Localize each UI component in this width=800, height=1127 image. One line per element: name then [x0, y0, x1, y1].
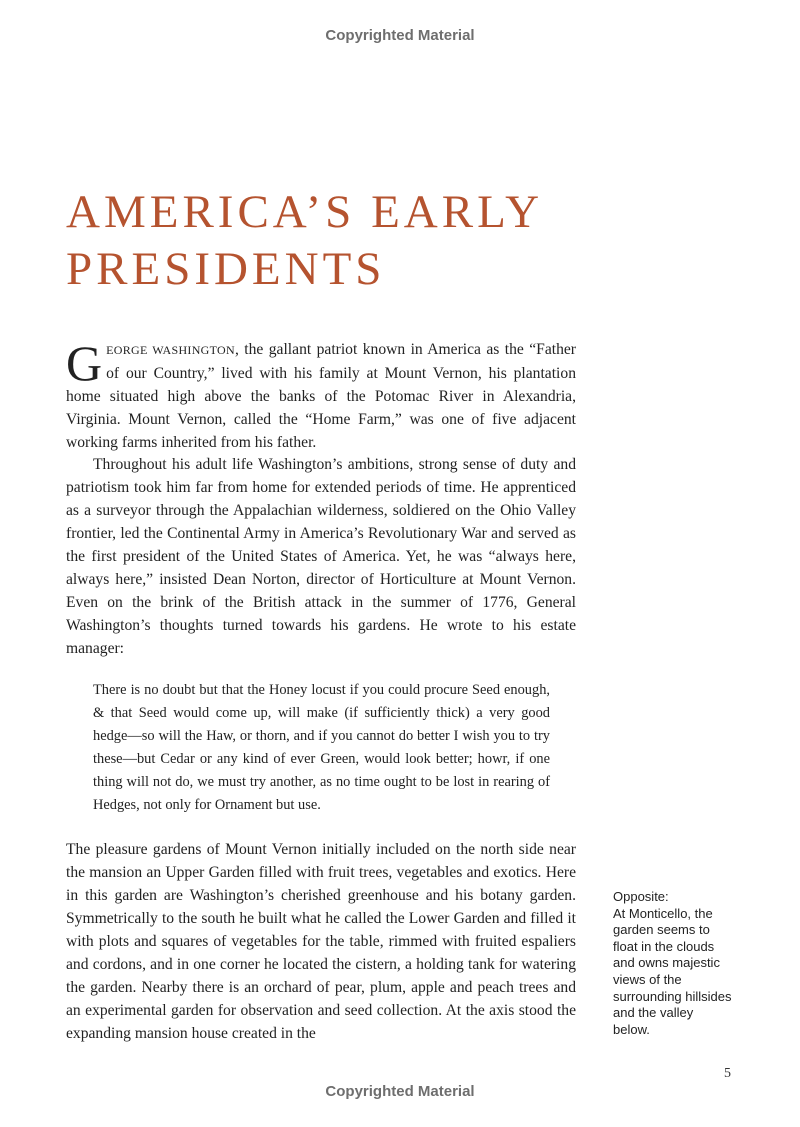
- page-number: 5: [724, 1066, 731, 1081]
- drop-cap: G: [66, 335, 103, 391]
- chapter-title-line1: AMERICA’S EARLY: [66, 186, 544, 238]
- lead-small-caps: EORGE WASHINGTON: [106, 343, 235, 357]
- paragraph-intro: [66, 335, 576, 454]
- paragraph-pleasure-gardens: The pleasure gardens of Mount Vernon initially included on the north side near the mansion an Upper Garden filled with fruit trees, vegetables and exotics. Here in this garden are Washington’s cherished greenhouse and his botany garden. Symmetrically to the south he built what he called the Lower Garden and filled it with plots and squares of vegetables for the table, rimmed with fruited espaliers and cordons, and in one corner he located the cistern, a holding tank for watering the garden. Nearby there is an orchard of pear, plum, apple and peach trees and an experimental garden for observation and seed collection. At the axis stood the expanding mansion house created in the: [66, 841, 576, 1042]
- chapter-title-line2: PRESIDENTS: [66, 243, 386, 295]
- block-quote: There is no doubt but that the Honey locust if you could procure Seed enough, & that Seed would come up, will make (if sufficiently thick) a very good hedge—so will the Haw, or thorn, and if you cannot do better I wish you to try these—but Cedar or any kind of ever Green, would look better; howr, if one thing will not do, we must try another, as no time ought to be lost in rearing of Hedges, not only for Ornament but use.: [93, 682, 550, 813]
- caption-text: At Monticello, the garden seems to float in the clouds and owns majestic views of the surrounding hillsides and the valley below.: [613, 905, 732, 1037]
- paragraph-washington-duty: Throughout his adult life Washington’s ambitions, strong sense of duty and patriotism took him far from home for extended periods of time. He apprenticed as a surveyor through the Appalachian wilderness, soldiered on the Ohio Valley frontier, led the Continental Army in America’s Revolutionary War and served as the first president of the United States of America. Yet, he was “always here, always here,” insisted Dean Norton, director of Horticulture at Mount Vernon. Even on the brink of the British attack in the summer of 1776, General Washington’s thoughts turned towards his gardens. He wrote to his estate manager:: [66, 456, 576, 657]
- caption-heading: Opposite:: [613, 889, 669, 904]
- photo-caption: [613, 889, 733, 1038]
- watermark-top: Copyrighted Material: [325, 27, 475, 44]
- watermark-bottom: Copyrighted Material: [325, 1083, 475, 1100]
- chapter-title: [66, 184, 543, 298]
- paragraph-intro-text: , the gallant patriot known in America as the “Father of our Country,” lived with his family at Mount Vernon, his plantation home situated high above the banks of the Potomac River in Alexandria, Virginia. Mount Vernon, called the “Home Farm,” was one of five adjacent working farms inherited from his father.: [66, 341, 576, 451]
